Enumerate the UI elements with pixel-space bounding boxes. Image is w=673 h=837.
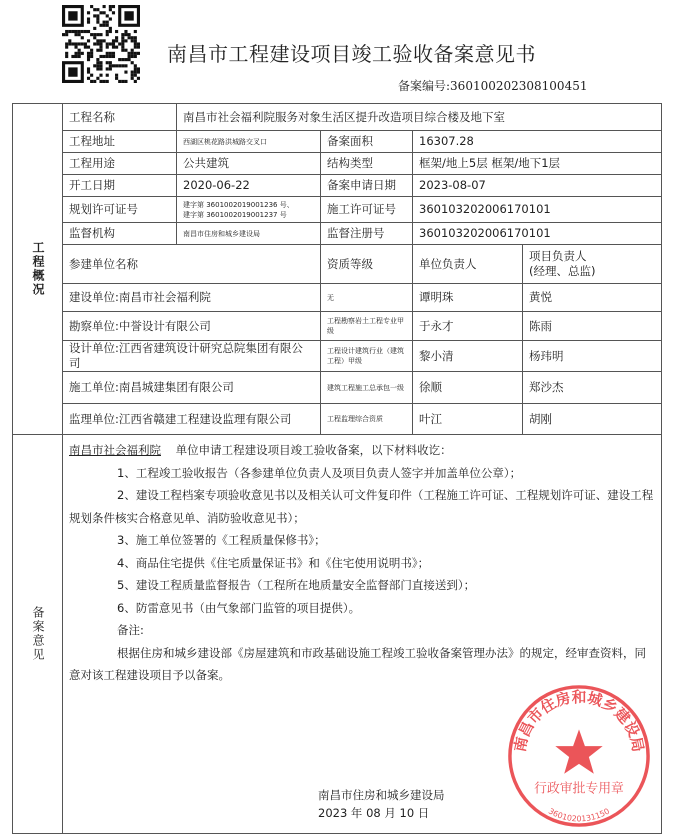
table-row	[13, 372, 662, 404]
plan-permit-2: 建字第 3601002019001237 号	[183, 210, 287, 219]
use: 公共建筑	[177, 153, 321, 175]
party-pm: 陈雨	[523, 312, 662, 341]
official-seal	[505, 682, 653, 830]
party-qualification: 工程监理综合资质	[321, 404, 413, 435]
structure: 框架/地上5层 框架/地下1层	[413, 153, 662, 175]
party-qualification: 工程设计建筑行业（建筑工程）甲级	[321, 341, 413, 372]
sign-date: 2023 年 08 月 10 日	[318, 806, 430, 820]
signer: 南昌市住房和城乡建设局	[318, 788, 445, 802]
party-head: 黎小清	[413, 341, 523, 372]
qr-code-icon	[62, 5, 140, 83]
supervisor: 南昌市住房和城乡建设局	[177, 223, 321, 245]
reg-no: 360103202006170101	[413, 223, 662, 245]
label: 开工日期	[63, 175, 177, 197]
seal-ring-text: 南昌市住房和城乡建设局	[511, 689, 647, 754]
table-row	[13, 284, 662, 312]
pm-header-2: (经理、总监)	[529, 264, 596, 278]
party-pm: 胡刚	[523, 404, 662, 435]
label: 监督机构	[63, 223, 177, 245]
label: 施工许可证号	[321, 197, 413, 223]
material-item: 1、工程竣工验收报告（各参建单位负责人及项目负责人签字并加盖单位公章）；	[117, 465, 522, 480]
party-name: 建设单位:南昌市社会福利院	[63, 284, 321, 312]
party-name: 施工单位:南昌城建集团有限公司	[63, 372, 321, 404]
material-item: 6、防雷意见书（由气象部门监管的项目提供）。	[117, 600, 361, 615]
party-pm: 黄悦	[523, 284, 662, 312]
section-label-overview: 工程概况	[13, 104, 63, 435]
party-head: 叶江	[413, 404, 523, 435]
label: 工程地址	[63, 131, 177, 153]
party-name: 勘察单位:中誉设计有限公司	[63, 312, 321, 341]
seal-number: 3601020131150	[546, 806, 612, 824]
area: 16307.28	[413, 131, 662, 153]
project-name: 南昌市社会福利院服务对象生活区提升改造项目综合楼及地下室	[177, 104, 662, 131]
signature-block	[318, 786, 445, 822]
party-name: 监理单位:江西省赣建工程建设监理有限公司	[63, 404, 321, 435]
party-head: 于永才	[413, 312, 523, 341]
record-number: 备案编号:360100202308100451	[398, 79, 588, 93]
party-head: 徐顺	[413, 372, 523, 404]
material-item: 5、建设工程质量监督报告（工程所在地质量安全监督部门直接送到）；	[117, 578, 476, 592]
label: 监督注册号	[321, 223, 413, 245]
address: 西湖区桃花路洪城路交叉口	[177, 131, 321, 153]
label: 工程用途	[63, 153, 177, 175]
table-row	[13, 404, 662, 435]
section-label-opinion: 备案意见	[13, 435, 63, 834]
label: 规划许可证号	[63, 197, 177, 223]
party-qualification: 建筑工程施工总承包一级	[321, 372, 413, 404]
page-title: 南昌市工程建设项目竣工验收备案意见书	[167, 42, 536, 66]
start-date: 2020-06-22	[177, 175, 321, 197]
table-row	[13, 341, 662, 372]
party-pm: 郑沙杰	[523, 372, 662, 404]
star-icon	[555, 729, 602, 773]
label: 备案申请日期	[321, 175, 413, 197]
material-item: 2、建设工程档案专项验收意见书以及相关认可文件复印件（工程施工许可证、工程规划许可证、建设工程规划条件核实合格意见单、消防验收意见书）；	[69, 488, 654, 525]
party-qualification: 工程勘察岩土工程专业甲级	[321, 312, 413, 341]
apply-date: 2023-08-07	[413, 175, 662, 197]
party-name: 设计单位:江西省建筑设计研究总院集团有限公司	[63, 341, 321, 372]
plan-permit-1: 建字第 3601002019001236 号、	[183, 200, 294, 209]
note-label: 备注:	[117, 623, 144, 637]
build-permit: 360103202006170101	[413, 197, 662, 223]
applicant: 南昌市社会福利院	[69, 443, 161, 457]
label: 工程名称	[63, 104, 177, 131]
material-item: 3、施工单位签署的《工程质量保修书》；	[117, 533, 326, 547]
col-header: 资质等级	[321, 245, 413, 284]
party-qualification: 无	[321, 284, 413, 312]
material-item: 4、商品住宅提供《住宅质量保证书》和《住宅使用说明书》；	[117, 555, 430, 570]
label: 结构类型	[321, 153, 413, 175]
intro: 单位申请工程建设项目竣工验收备案，以下材料收讫：	[175, 443, 452, 457]
party-head: 谭明珠	[413, 284, 523, 312]
note: 根据住房和城乡建设部《房屋建筑和市政基础设施工程竣工验收备案管理办法》的规定，经审查资料，同意对该工程建设项目予以备案。	[69, 645, 646, 682]
col-header-pm	[523, 245, 662, 284]
pm-header-1: 项目负责人	[529, 249, 587, 263]
col-header: 参建单位名称	[63, 245, 321, 284]
plan-permit	[177, 197, 321, 223]
party-pm: 杨玮明	[523, 341, 662, 372]
seal-bottom-text: 行政审批专用章	[534, 781, 624, 797]
table-row	[13, 312, 662, 341]
col-header: 单位负责人	[413, 245, 523, 284]
label: 备案面积	[321, 131, 413, 153]
